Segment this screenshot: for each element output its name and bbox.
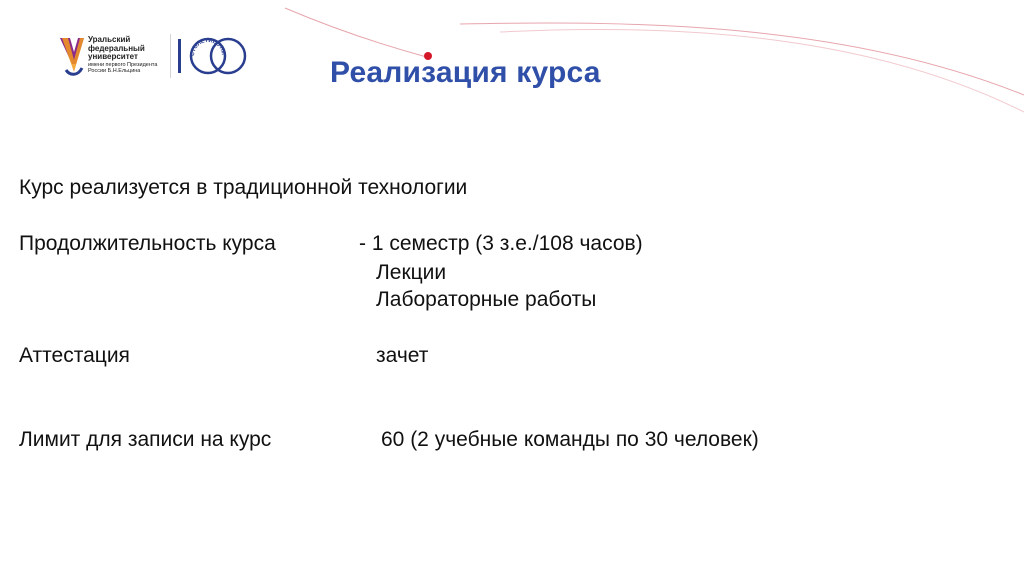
centenary-logo [178,35,252,79]
duration-value: - 1 семестр (3 з.е./108 часов) [359,232,643,255]
urfu-logo-mark [58,34,86,78]
logo-sub-line2: России Б.Н.Ельцина [88,67,141,74]
duration-label: Продолжительность курса [19,232,276,255]
logo-divider [170,34,171,78]
centenary-text: СТОЛЕТИЕ УНИ [189,37,227,57]
limit-value: 60 (2 учебные команды по 30 человек) [381,428,759,451]
logo-name-line1: Уральский [88,35,131,44]
logo-name-line2: федеральный [88,43,145,53]
urfu-logo [58,34,168,82]
attestation-value: зачет [376,344,429,367]
logo-name-line3: университет [88,52,138,61]
page-title: Реализация курса [330,56,601,89]
technology-text: Курс реализуется в традиционной технологии [19,176,468,199]
svg-text:СТОЛЕТИЕ УНИВЕРСИТЕТА [178,35,226,56]
duration-item-lectures: Лекции [376,261,447,284]
urfu-logo-text [88,36,168,74]
attestation-label: Аттестация [19,344,130,367]
limit-label: Лимит для записи на курс [19,428,272,451]
duration-item-labs: Лабораторные работы [376,288,597,311]
logo-sub-line1: имени первого Президента [88,61,158,68]
